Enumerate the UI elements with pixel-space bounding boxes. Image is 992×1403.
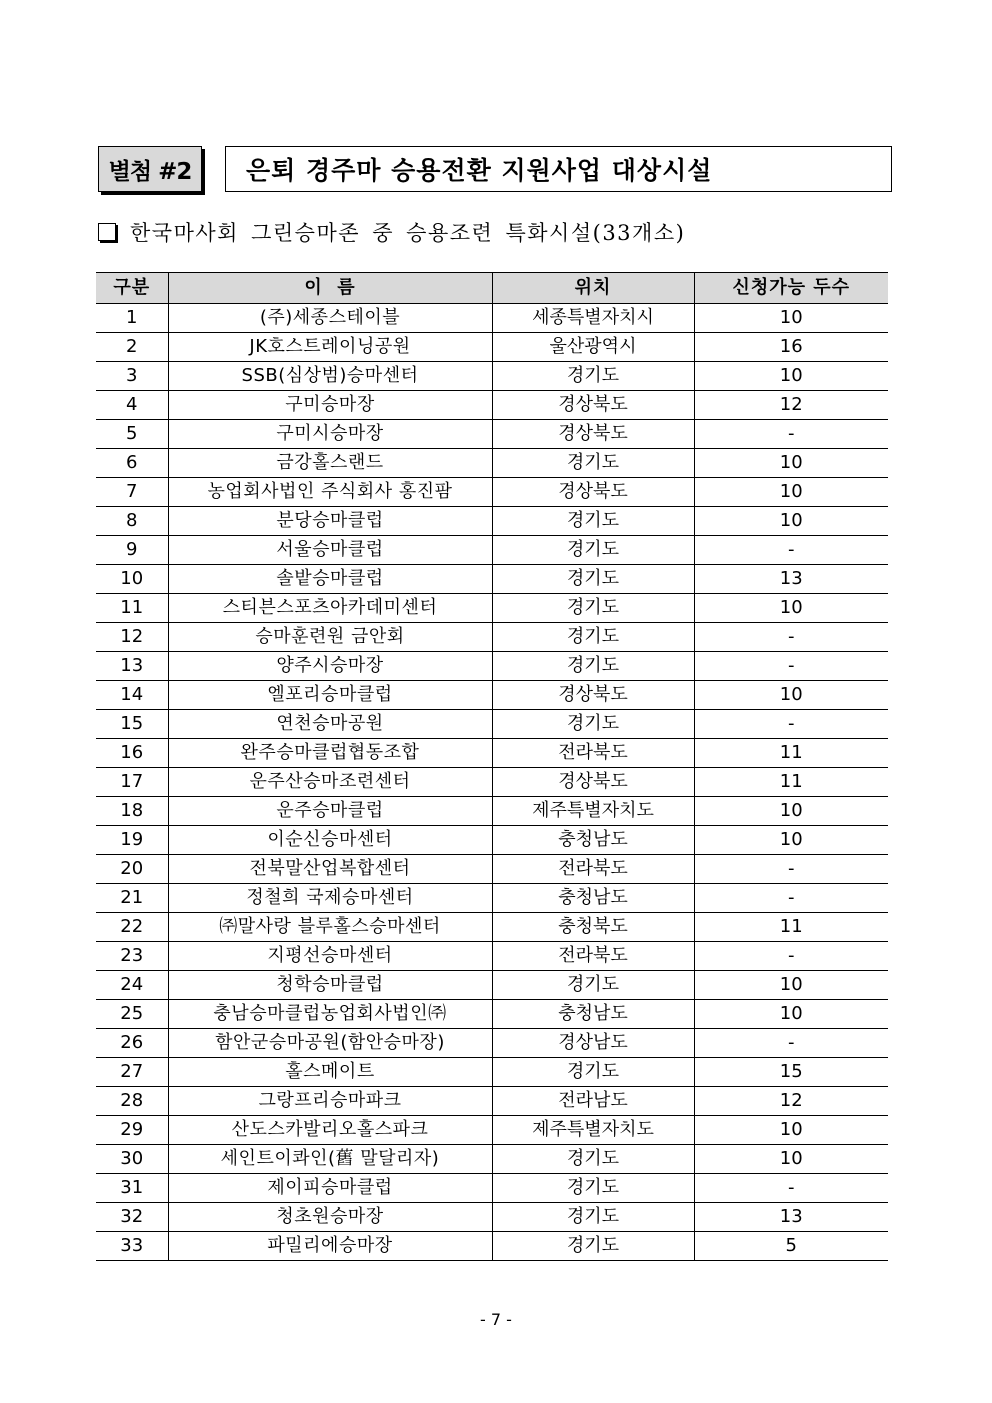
cell-name: 그랑프리승마파크 — [168, 1087, 492, 1116]
cell-capacity: 13 — [694, 565, 888, 594]
table-row — [96, 333, 888, 362]
table-row — [96, 449, 888, 478]
table-row — [96, 623, 888, 652]
cell-capacity: 11 — [694, 913, 888, 942]
table-row — [96, 1087, 888, 1116]
cell-capacity: 10 — [694, 449, 888, 478]
cell-location: 경기도 — [492, 565, 694, 594]
table-row — [96, 942, 888, 971]
cell-number: 31 — [96, 1174, 168, 1203]
cell-capacity: - — [694, 710, 888, 739]
cell-location: 경상북도 — [492, 391, 694, 420]
table-header-row — [96, 273, 888, 304]
cell-capacity: 10 — [694, 507, 888, 536]
cell-name: 전북말산업복합센터 — [168, 855, 492, 884]
table-row — [96, 478, 888, 507]
table-row — [96, 594, 888, 623]
cell-name: 서울승마클럽 — [168, 536, 492, 565]
cell-number: 18 — [96, 797, 168, 826]
cell-number: 5 — [96, 420, 168, 449]
cell-capacity: 11 — [694, 768, 888, 797]
cell-location: 경기도 — [492, 449, 694, 478]
cell-location: 제주특별자치도 — [492, 1116, 694, 1145]
cell-capacity: 10 — [694, 1145, 888, 1174]
cell-number: 26 — [96, 1029, 168, 1058]
cell-name: 충남승마클럽농업회사법인㈜ — [168, 1000, 492, 1029]
cell-capacity: - — [694, 536, 888, 565]
cell-capacity: - — [694, 1029, 888, 1058]
table-row — [96, 797, 888, 826]
cell-name: 승마훈련원 금안회 — [168, 623, 492, 652]
table-row — [96, 536, 888, 565]
section-heading — [96, 214, 685, 250]
cell-number: 30 — [96, 1145, 168, 1174]
cell-location: 경기도 — [492, 1058, 694, 1087]
cell-location: 울산광역시 — [492, 333, 694, 362]
table-row — [96, 1029, 888, 1058]
cell-location: 경기도 — [492, 1232, 694, 1261]
cell-capacity: 16 — [694, 333, 888, 362]
cell-location: 경기도 — [492, 594, 694, 623]
table-row — [96, 420, 888, 449]
cell-location: 경상북도 — [492, 681, 694, 710]
cell-capacity: 10 — [694, 594, 888, 623]
cell-location: 경기도 — [492, 652, 694, 681]
cell-number: 14 — [96, 681, 168, 710]
cell-name: (주)세종스테이블 — [168, 304, 492, 333]
facility-table — [96, 272, 888, 1261]
table-row — [96, 681, 888, 710]
cell-capacity: 10 — [694, 797, 888, 826]
cell-location: 경기도 — [492, 507, 694, 536]
cell-number: 10 — [96, 565, 168, 594]
table-row — [96, 565, 888, 594]
cell-capacity: 5 — [694, 1232, 888, 1261]
cell-name: 금강홀스랜드 — [168, 449, 492, 478]
table-row — [96, 1232, 888, 1261]
cell-name: 연천승마공원 — [168, 710, 492, 739]
cell-name: 구미시승마장 — [168, 420, 492, 449]
cell-name: JK호스트레이닝공원 — [168, 333, 492, 362]
table-row — [96, 855, 888, 884]
table-row — [96, 652, 888, 681]
cell-name: 농업회사법인 주식회사 홍진팜 — [168, 478, 492, 507]
cell-number: 17 — [96, 768, 168, 797]
cell-number: 6 — [96, 449, 168, 478]
cell-location: 충청남도 — [492, 826, 694, 855]
cell-number: 8 — [96, 507, 168, 536]
document-header — [98, 146, 892, 194]
table-body — [96, 304, 888, 1261]
cell-name: 지평선승마센터 — [168, 942, 492, 971]
cell-location: 경기도 — [492, 536, 694, 565]
cell-number: 20 — [96, 855, 168, 884]
cell-capacity: - — [694, 942, 888, 971]
cell-location: 충청남도 — [492, 884, 694, 913]
table-row — [96, 971, 888, 1000]
cell-number: 7 — [96, 478, 168, 507]
cell-location: 경기도 — [492, 1145, 694, 1174]
cell-number: 1 — [96, 304, 168, 333]
cell-capacity: 10 — [694, 971, 888, 1000]
cell-capacity: - — [694, 884, 888, 913]
table-row — [96, 1116, 888, 1145]
cell-name: 이순신승마센터 — [168, 826, 492, 855]
table-row — [96, 826, 888, 855]
cell-name: 엘포리승마클럽 — [168, 681, 492, 710]
cell-name: 솔밭승마클럽 — [168, 565, 492, 594]
cell-capacity: 10 — [694, 681, 888, 710]
cell-name: 홀스메이트 — [168, 1058, 492, 1087]
cell-capacity: 10 — [694, 1116, 888, 1145]
cell-number: 12 — [96, 623, 168, 652]
cell-location: 경상북도 — [492, 478, 694, 507]
cell-number: 4 — [96, 391, 168, 420]
table-row — [96, 1000, 888, 1029]
cell-number: 27 — [96, 1058, 168, 1087]
cell-capacity: 13 — [694, 1203, 888, 1232]
cell-capacity: 10 — [694, 304, 888, 333]
cell-location: 경상북도 — [492, 420, 694, 449]
cell-location: 전라북도 — [492, 739, 694, 768]
cell-location: 충청북도 — [492, 913, 694, 942]
cell-capacity: 15 — [694, 1058, 888, 1087]
cell-name: 운주승마클럽 — [168, 797, 492, 826]
cell-location: 전라남도 — [492, 1087, 694, 1116]
cell-name: 세인트이콰인(舊 말달리자) — [168, 1145, 492, 1174]
cell-location: 제주특별자치도 — [492, 797, 694, 826]
table-row — [96, 884, 888, 913]
cell-location: 경상북도 — [492, 768, 694, 797]
cell-capacity: 11 — [694, 739, 888, 768]
table-row — [96, 913, 888, 942]
cell-name: 산도스카발리오홀스파크 — [168, 1116, 492, 1145]
cell-number: 32 — [96, 1203, 168, 1232]
checkbox-bullet-icon — [98, 223, 116, 241]
cell-name: 제이피승마클럽 — [168, 1174, 492, 1203]
cell-number: 3 — [96, 362, 168, 391]
cell-location: 경기도 — [492, 710, 694, 739]
cell-name: 구미승마장 — [168, 391, 492, 420]
cell-number: 24 — [96, 971, 168, 1000]
column-header-location: 위치 — [492, 273, 694, 304]
cell-name: 함안군승마공원(함안승마장) — [168, 1029, 492, 1058]
table-row — [96, 768, 888, 797]
cell-location: 경상남도 — [492, 1029, 694, 1058]
column-header-number: 구분 — [96, 273, 168, 304]
document-title: 은퇴 경주마 승용전환 지원사업 대상시설 — [225, 146, 892, 192]
cell-number: 16 — [96, 739, 168, 768]
cell-location: 전라북도 — [492, 855, 694, 884]
cell-location: 전라북도 — [492, 942, 694, 971]
table-row — [96, 739, 888, 768]
cell-number: 11 — [96, 594, 168, 623]
cell-capacity: 10 — [694, 478, 888, 507]
table-row — [96, 1203, 888, 1232]
cell-number: 28 — [96, 1087, 168, 1116]
table-row — [96, 507, 888, 536]
cell-capacity: - — [694, 855, 888, 884]
cell-name: 청학승마클럽 — [168, 971, 492, 1000]
cell-name: 스티븐스포츠아카데미센터 — [168, 594, 492, 623]
table-row — [96, 1058, 888, 1087]
cell-number: 29 — [96, 1116, 168, 1145]
cell-number: 19 — [96, 826, 168, 855]
cell-location: 경기도 — [492, 1174, 694, 1203]
cell-name: ㈜말사랑 블루홀스승마센터 — [168, 913, 492, 942]
cell-number: 22 — [96, 913, 168, 942]
cell-location: 경기도 — [492, 1203, 694, 1232]
cell-location: 세종특별자치시 — [492, 304, 694, 333]
table-row — [96, 304, 888, 333]
cell-name: 파밀리에승마장 — [168, 1232, 492, 1261]
cell-name: 양주시승마장 — [168, 652, 492, 681]
page-number: - 7 - — [480, 1310, 512, 1329]
section-heading-text: 한국마사회 그린승마존 중 승용조련 특화시설(33개소) — [130, 221, 686, 245]
cell-capacity: 10 — [694, 1000, 888, 1029]
column-header-capacity: 신청가능 두수 — [694, 273, 888, 304]
cell-name: SSB(심상범)승마센터 — [168, 362, 492, 391]
cell-number: 33 — [96, 1232, 168, 1261]
cell-capacity: 10 — [694, 826, 888, 855]
cell-capacity: 12 — [694, 1087, 888, 1116]
cell-capacity: 12 — [694, 391, 888, 420]
cell-location: 경기도 — [492, 623, 694, 652]
cell-name: 운주산승마조련센터 — [168, 768, 492, 797]
cell-capacity: - — [694, 420, 888, 449]
column-header-name: 이 름 — [168, 273, 492, 304]
cell-number: 23 — [96, 942, 168, 971]
cell-number: 25 — [96, 1000, 168, 1029]
attachment-tag: 별첨 #2 — [98, 146, 202, 192]
table-row — [96, 710, 888, 739]
table-row — [96, 1145, 888, 1174]
cell-name: 정철희 국제승마센터 — [168, 884, 492, 913]
cell-location: 충청남도 — [492, 1000, 694, 1029]
cell-location: 경기도 — [492, 362, 694, 391]
cell-capacity: - — [694, 652, 888, 681]
cell-capacity: - — [694, 623, 888, 652]
table-row — [96, 1174, 888, 1203]
cell-name: 분당승마클럽 — [168, 507, 492, 536]
table-row — [96, 391, 888, 420]
cell-capacity: 10 — [694, 362, 888, 391]
cell-capacity: - — [694, 1174, 888, 1203]
cell-number: 9 — [96, 536, 168, 565]
cell-number: 15 — [96, 710, 168, 739]
cell-number: 21 — [96, 884, 168, 913]
cell-location: 경기도 — [492, 971, 694, 1000]
cell-name: 완주승마클럽협동조합 — [168, 739, 492, 768]
table-row — [96, 362, 888, 391]
cell-number: 2 — [96, 333, 168, 362]
cell-name: 청초원승마장 — [168, 1203, 492, 1232]
cell-number: 13 — [96, 652, 168, 681]
